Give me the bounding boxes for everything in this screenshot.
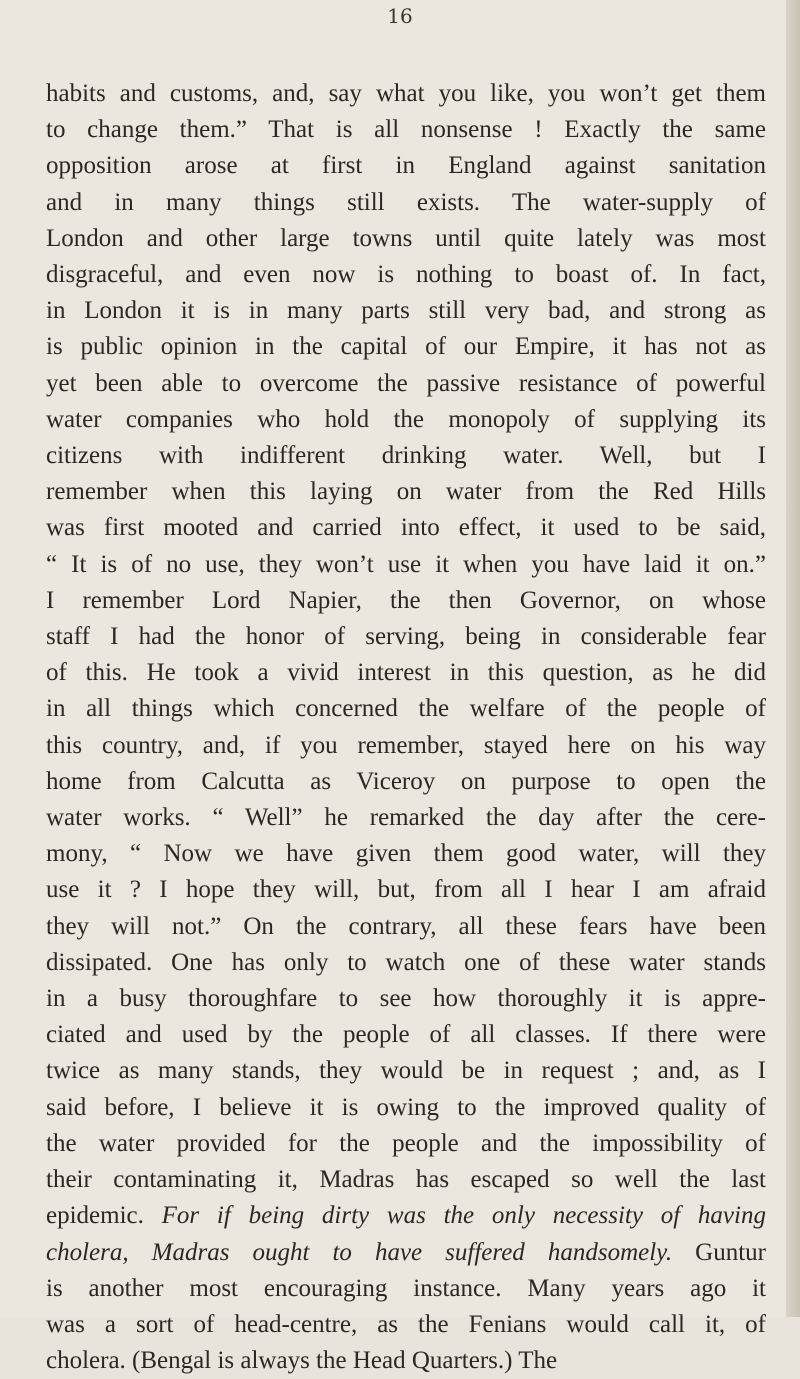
text-line [46, 1090, 766, 1126]
text-line [46, 221, 766, 257]
text-line [46, 1126, 766, 1162]
page-number: 16 [387, 4, 413, 28]
text-line [46, 510, 766, 546]
text-segment: in London it is in many parts still very bad, and strong as [46, 297, 766, 325]
text-segment: twice as many stands, they would be in request ; and, as I [46, 1057, 766, 1085]
text-line [46, 728, 766, 764]
text-line [46, 1017, 766, 1053]
text-segment: yet been able to overcome the passive resistance of powerful [46, 369, 766, 397]
text-segment: was first mooted and carried into effect, it used to be said, [46, 514, 766, 542]
text-segment: water works. “ Well” he remarked the day after the cere- [46, 804, 766, 832]
text-line [46, 583, 766, 619]
text-segment: “ It is of no use, they won’t use it when you have laid it on.” [46, 550, 766, 578]
text-segment: is public opinion in the capital of our Empire, it has not as [46, 333, 766, 361]
text-segment: cholera. (Bengal is always the Head Quarters.) The [46, 1347, 558, 1375]
text-segment: said before, I believe it is owing to the improved quality of [46, 1093, 766, 1121]
text-segment: habits and customs, and, say what you like, you won’t get them [46, 80, 766, 107]
text-line [46, 148, 766, 184]
text-segment: staff I had the honor of serving, being in considerable fear [46, 623, 766, 651]
body-text [46, 76, 766, 1379]
text-segment: of this. He took a vivid interest in this question, as he did [46, 659, 766, 687]
text-line [46, 366, 766, 402]
italic-text-segment: For if being dirty was the only necessity of having [161, 1202, 766, 1230]
text-line [46, 691, 766, 727]
text-segment: Guntur [672, 1238, 767, 1266]
text-line [46, 402, 766, 438]
text-segment: ciated and used by the people of all classes. If there were [46, 1021, 766, 1049]
text-line [46, 76, 766, 112]
italic-text-segment: cholera, Madras ought to have suffered handsomely. [46, 1238, 673, 1266]
text-line [46, 293, 766, 329]
text-line [46, 1162, 766, 1198]
text-line [46, 1198, 766, 1234]
text-line [46, 1307, 766, 1343]
text-segment: their contaminating it, Madras has escaped so well the last [46, 1166, 766, 1194]
text-line [46, 836, 766, 872]
text-segment: mony, “ Now we have given them good water, will they [46, 840, 766, 868]
text-line [46, 329, 766, 365]
text-segment: to change them.” That is all nonsense ! Exactly the same [46, 116, 766, 144]
text-line [46, 547, 766, 583]
text-line [46, 1053, 766, 1089]
text-segment: in all things which concerned the welfare of the people of [46, 695, 766, 723]
text-segment: use it ? I hope they will, but, from all I hear I am afraid [46, 876, 766, 904]
text-segment: is another most encouraging instance. Many years ago it [46, 1274, 766, 1302]
text-line [46, 764, 766, 800]
text-segment: water companies who hold the monopoly of supplying its [46, 405, 766, 433]
text-segment: and in many things still exists. The water-supply of [46, 188, 766, 216]
text-line [46, 185, 766, 221]
text-segment: citizens with indifferent drinking water. Well, but I [46, 442, 766, 470]
text-segment: I remember Lord Napier, the then Governor, on whose [46, 586, 766, 614]
text-segment: home from Calcutta as Viceroy on purpose to open the [46, 767, 766, 795]
text-line [46, 655, 766, 691]
text-segment: the water provided for the people and the impossibility of [46, 1129, 766, 1157]
text-line [46, 909, 766, 945]
text-line [46, 257, 766, 293]
text-segment: opposition arose at first in England against sanitation [46, 152, 766, 180]
text-line [46, 1235, 766, 1271]
text-segment: dissipated. One has only to watch one of these water stands [46, 948, 766, 976]
text-segment: they will not.” On the contrary, all these fears have been [46, 912, 766, 940]
text-line [46, 945, 766, 981]
text-line [46, 872, 766, 908]
text-line [46, 981, 766, 1017]
text-line [46, 800, 766, 836]
text-segment: this country, and, if you remember, stayed here on his way [46, 731, 766, 759]
text-line [46, 474, 766, 510]
text-segment: remember when this laying on water from the Red Hills [46, 478, 766, 506]
text-segment: in a busy thoroughfare to see how thoroughly it is appre- [46, 985, 766, 1013]
text-segment: epidemic. [46, 1202, 162, 1230]
text-line [46, 1271, 766, 1307]
text-line [46, 1343, 766, 1379]
text-line [46, 438, 766, 474]
text-segment: London and other large towns until quite lately was most [46, 224, 766, 252]
text-segment: was a sort of head-centre, as the Fenians would call it, of [46, 1310, 766, 1338]
text-line [46, 112, 766, 148]
text-segment: disgraceful, and even now is nothing to boast of. In fact, [46, 261, 766, 289]
page-edge [786, 0, 800, 1317]
text-line [46, 619, 766, 655]
